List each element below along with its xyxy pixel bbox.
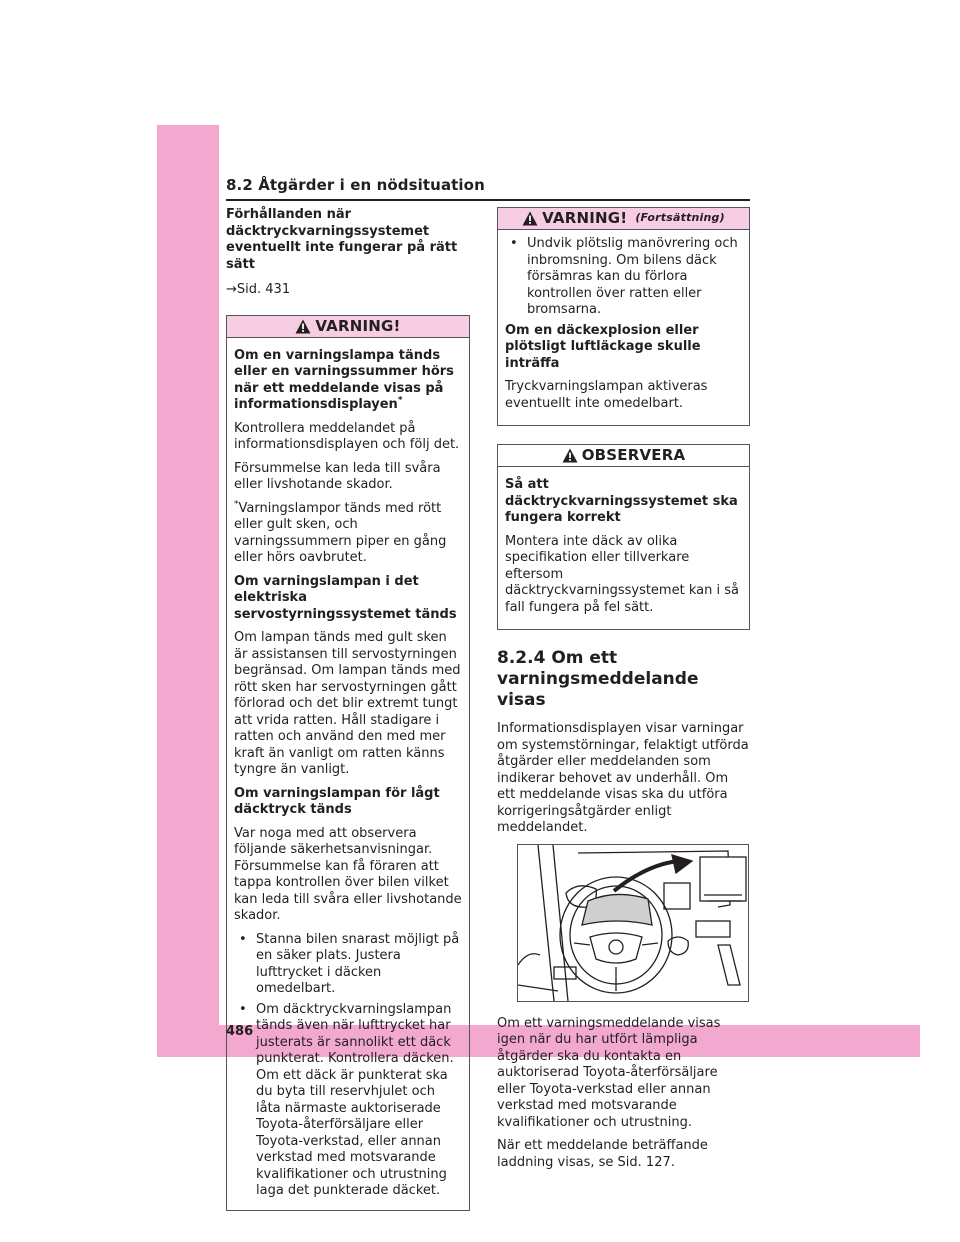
steering-wheel-illustration	[518, 845, 748, 1001]
footnote	[234, 501, 463, 567]
notice-box	[497, 444, 750, 630]
left-column	[226, 207, 470, 1225]
footnote-text: Varningslampor tänds med rött eller gult sken, och varningssummern piper en gång eller hörs oavbrutet.	[234, 500, 447, 565]
warning-continued-box	[497, 207, 750, 426]
body-paragraph: Informationsdisplayen visar varningar om systemstörningar, felaktigt utförda åtgärder eller meddelanden som indikerar behovet av underhåll. Om ett meddelande visas ska du utföra korrigeringsåtgärder enligt meddelandet.	[497, 721, 749, 835]
warning-box	[226, 315, 470, 1211]
warning-paragraph: Kontrollera meddelandet på informationsdisplayen och följ det.	[234, 420, 460, 452]
footnote-marker: *	[397, 395, 403, 406]
subheading-conditions: Förhållanden när däcktryckvarningssystemet eventuellt inte fungerar på rätt sätt	[226, 207, 458, 272]
warning-continued-title	[498, 208, 749, 230]
list-item: • Undvik plötslig manövrering och inbromsning. Om bilens däck försämras kan du förlora kontrollen över ratten eller bromsarna.	[510, 236, 738, 317]
body-paragraph: Om ett varningsmeddelande visas igen när du har utfört lämpliga åtgärder ska du kontakta en auktoriserad Toyota-återförsäljare eller Toyota-verkstad eller annan verkstad med motsvarande kvalifikationer och utrustning.	[497, 1015, 721, 1130]
warning-heading-message	[234, 348, 463, 414]
warning-icon	[522, 211, 538, 226]
notice-box-body	[498, 467, 749, 629]
list-item: • Stanna bilen snarast möjligt på en säker plats. Justera lufttrycket i däcken omedelbart.	[239, 931, 460, 996]
dashboard-illustration	[517, 844, 749, 1002]
warning-heading-tire-pressure: Om varningslampan för lågt däcktryck tänds	[234, 785, 440, 817]
footnote-marker: *	[234, 499, 239, 510]
warning-continued-body	[498, 230, 749, 425]
header-rule	[226, 199, 750, 201]
page-number: 486	[226, 1024, 254, 1039]
body-paragraph: När ett meddelande beträffande laddning visas, se Sid. 127.	[497, 1138, 708, 1170]
warning-bullet-list	[234, 932, 463, 1200]
warning-title-text: VARNING!	[315, 316, 401, 335]
continued-label: (Fortsättning)	[635, 211, 725, 225]
right-column	[497, 207, 750, 1178]
warning-title-text: VARNING!	[542, 209, 628, 228]
warning-paragraph: Försummelse kan leda till svåra eller livshotande skador.	[234, 460, 441, 492]
warning-paragraph: Om lampan tänds med gult sken är assistansen till servostyrningen begränsad. Om lampan tänds med rött sken har servostyrningen gått förlorad och det blir extremt tungt att vrida ratten. Håll stadigare i ratten och använd den med mer kraft än vanligt om ratten känns tyngre än vanligt.	[234, 630, 461, 777]
warning-heading-blowout: Om en däckexplosion eller plötsligt luftläckage skulle inträffa	[505, 322, 701, 371]
warning-box-title	[227, 316, 469, 338]
warning-paragraph: Tryckvarningslampan aktiveras eventuellt inte omedelbart.	[505, 379, 708, 411]
page-reference-link[interactable]: →Sid. 431	[226, 282, 291, 297]
warning-icon	[295, 319, 311, 334]
section-title: 8.2.4 Om ett varningsmeddelande visas	[497, 648, 699, 710]
warning-paragraph: Var noga med att observera följande säkerhetsanvisningar. Försummelse kan få föraren att tappa kontrollen över bilen vilket kan leda till svåra eller livshotande skador.	[234, 825, 462, 923]
warning-heading-eps: Om varningslampan i det elektriska servostyrningssystemet tänds	[234, 573, 457, 622]
section-header: 8.2 Åtgärder i en nödsituation	[226, 176, 485, 194]
warning-heading-text: Om en varningslampa tänds eller en varningssummer hörs när ett meddelande visas på informationsdisplayen	[234, 347, 454, 412]
notice-paragraph: Montera inte däck av olika specifikation eller tillverkare eftersom däcktryckvarningssystemet kan i så fall fungera på fel sätt.	[505, 533, 739, 615]
notice-box-title	[498, 445, 749, 467]
list-item: • Om däcktryckvarningslampan tänds även när lufttrycket har justerats är sannolikt ett däck punkterat. Kontrollera däcken. Om ett däck är punkterat ska du byta till reservhjulet och låta närmaste auktoriserade Toyota-återförsäljare eller Toyota-verkstad, eller annan verkstad med motsvarande kvalifikationer och utrustning laga det punkterade däcket.	[239, 1001, 454, 1198]
notice-title-text: OBSERVERA	[581, 446, 686, 465]
notice-icon	[562, 448, 578, 463]
warning-bullet-list	[505, 236, 743, 319]
warning-box-body	[227, 338, 469, 1210]
notice-heading: Så att däcktryckvarningssystemet ska fungera korrekt	[505, 477, 738, 525]
